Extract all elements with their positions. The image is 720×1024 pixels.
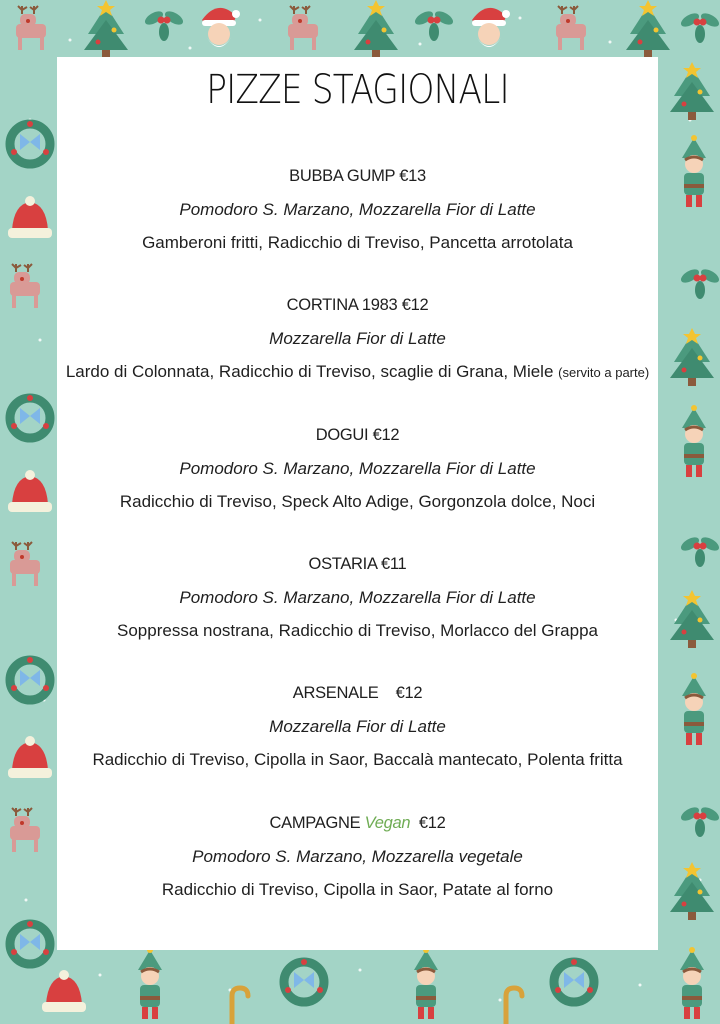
menu-item-bubba-gump xyxy=(57,160,658,259)
pizza-toppings: Radicchio di Treviso, Speck Alto Adige, Gorgonzola dolce, Noci xyxy=(119,492,596,511)
pizza-toppings: Soppressa nostrana, Radicchio di Treviso, Morlacco del Grappa xyxy=(117,621,598,640)
pizza-name-line xyxy=(57,677,658,710)
pizza-base: Pomodoro S. Marzano, Mozzarella Fior di Latte xyxy=(179,200,536,219)
menu-item-cortina-1983 xyxy=(57,289,658,388)
pizza-toppings: Gamberoni fritti, Radicchio di Treviso, Pancetta arrotolata xyxy=(142,233,573,252)
pizza-base: Mozzarella Fior di Latte xyxy=(269,717,446,736)
menu-card xyxy=(57,57,658,950)
pizza-base: Mozzarella Fior di Latte xyxy=(269,329,446,348)
menu-item-ostaria xyxy=(57,548,658,647)
pizza-price: €12 xyxy=(418,814,446,832)
pizza-name: CORTINA 1983 €12 xyxy=(286,296,429,314)
menu-item-dogui xyxy=(57,419,658,518)
pizza-price: €12 xyxy=(395,684,423,702)
pizza-name: BUBBA GUMP €13 xyxy=(289,167,426,185)
pizza-base: Pomodoro S. Marzano, Mozzarella vegetale xyxy=(192,847,523,866)
pizza-note: (servito a parte) xyxy=(558,365,650,380)
menu-item-campagne xyxy=(57,807,658,906)
pizza-toppings: Radicchio di Treviso, Cipolla in Saor, Patate al forno xyxy=(161,880,554,899)
menu-title: PIZZE STAGIONALI xyxy=(206,67,509,113)
pizza-base: Pomodoro S. Marzano, Mozzarella Fior di Latte xyxy=(179,459,536,478)
pizza-name: DOGUI €12 xyxy=(315,426,400,444)
pizza-toppings-line xyxy=(57,355,658,388)
pizza-base: Pomodoro S. Marzano, Mozzarella Fior di Latte xyxy=(179,588,536,607)
pizza-toppings: Radicchio di Treviso, Cipolla in Saor, Baccalà mantecato, Polenta fritta xyxy=(92,750,623,769)
pizza-name-line xyxy=(57,807,658,840)
pizza-toppings: Lardo di Colonnata, Radicchio di Treviso, scaglie di Grana, Miele xyxy=(65,362,554,381)
vegan-tag: Vegan xyxy=(364,814,411,832)
pizza-name: ARSENALE xyxy=(292,684,379,702)
pizza-name: CAMPAGNE xyxy=(269,814,361,832)
pizza-name: OSTARIA €11 xyxy=(308,555,407,573)
menu-item-arsenale xyxy=(57,677,658,776)
